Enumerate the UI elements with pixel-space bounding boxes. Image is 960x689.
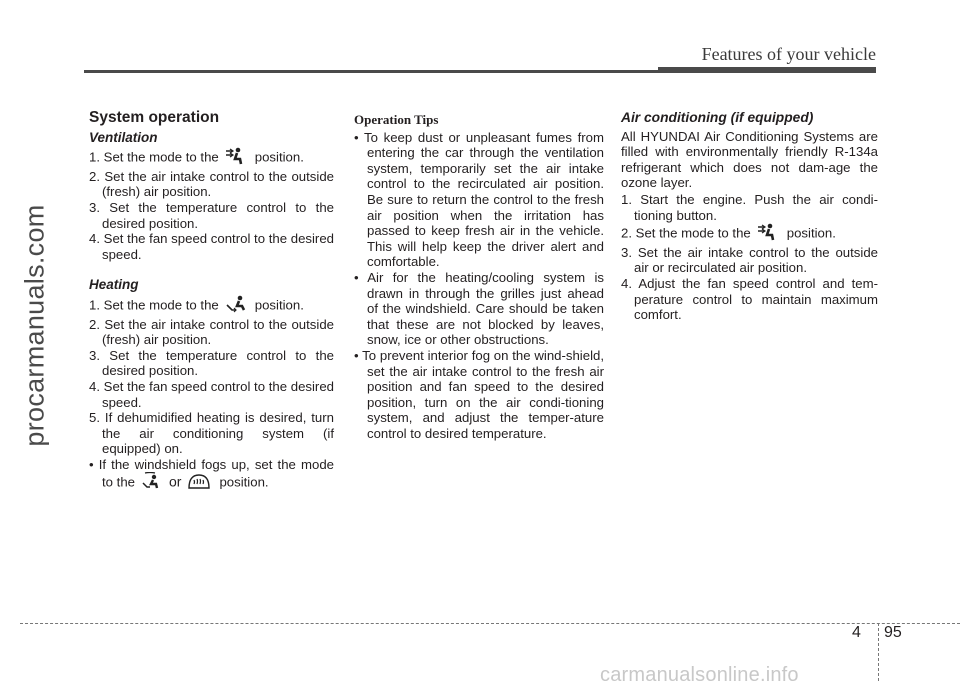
face-vent-icon — [225, 147, 247, 169]
footer-divider — [878, 623, 879, 681]
air-conditioning-heading: Air conditioning (if equipped) — [621, 110, 814, 125]
column-operation-tips — [354, 108, 604, 441]
tip-item: • Air for the heating/cooling system is drawn in through the grilles just ahead of the windshield. Care should be taken that these are not blocked by leaves, snow, ice or other obstructions. — [354, 269, 604, 348]
chapter-number: 4 — [852, 624, 861, 641]
heating-bullet-fog: • If the windshield fogs up, set the mode to the or position. — [89, 457, 334, 494]
ventilation-heading: Ventilation — [89, 129, 158, 145]
heating-step-1: 1. Set the mode to the position. — [89, 295, 334, 317]
page-number: 95 — [884, 624, 902, 641]
heating-heading: Heating — [89, 277, 139, 293]
ac-step-2: 2. Set the mode to the position. — [621, 223, 878, 245]
floor-vent-icon — [225, 295, 247, 317]
ac-step-4: 4. Adjust the fan speed control and tem-perature control to maintain maximum comfort. — [621, 275, 878, 323]
ventilation-step-1: 1. Set the mode to the position. — [89, 147, 334, 169]
header-rule-thick — [658, 67, 876, 73]
heating-step-5: 5. If dehumidified heating is desired, turn the air conditioning system (if equipped) on. — [89, 410, 334, 457]
ventilation-step-4: 4. Set the fan speed control to the desired speed. — [89, 231, 334, 262]
column-system-operation — [89, 108, 334, 494]
section-title: Features of your vehicle — [701, 44, 876, 64]
heating-step-3: 3. Set the temperature control to the desired position. — [89, 347, 334, 379]
ac-step-3: 3. Set the air intake control to the outside air or recirculated air position. — [621, 244, 878, 276]
ventilation-step-3: 3. Set the temperature control to the desired position. — [89, 199, 334, 231]
system-operation-heading: System operation — [89, 109, 220, 126]
side-watermark: procarmanuals.com — [19, 204, 50, 447]
ventilation-step-2: 2. Set the air intake control to the outside (fresh) air position. — [89, 168, 334, 200]
air-conditioning-intro: All HYUNDAI Air Conditioning Systems are filled with environmentally friendly R-134a refrigerant which does not dam-age the ozone layer. — [621, 128, 878, 191]
operation-tips-heading: Operation Tips — [354, 112, 439, 127]
heating-step-4: 4. Set the fan speed control to the desired speed. — [89, 378, 334, 410]
heating-step-2: 2. Set the air intake control to the outside (fresh) air position. — [89, 316, 334, 348]
tip-item: • To keep dust or unpleasant fumes from entering the car through the ventilation system, temporarily set the air intake control to the recirculated air position. Be sure to return the control to the fresh air position when the irritation has passed to keep fresh air in the vehicle. This will help keep the driver alert and comfortable. — [354, 129, 604, 270]
face-vent-icon — [757, 223, 779, 245]
floor-defrost-icon — [141, 472, 161, 494]
bottom-watermark: carmanualsonline.info — [600, 664, 799, 686]
footer-rule — [20, 623, 960, 624]
ac-step-1: 1. Start the engine. Push the air condi-tioning button. — [621, 191, 878, 223]
column-air-conditioning — [621, 108, 878, 323]
defrost-icon — [187, 472, 211, 494]
tip-item: • To prevent interior fog on the wind-shield, set the air intake control to the fresh air position and fan speed to the desired position, turn on the air condi-tioning system, and adjust the temper-ature control to desired temperature. — [354, 347, 604, 441]
